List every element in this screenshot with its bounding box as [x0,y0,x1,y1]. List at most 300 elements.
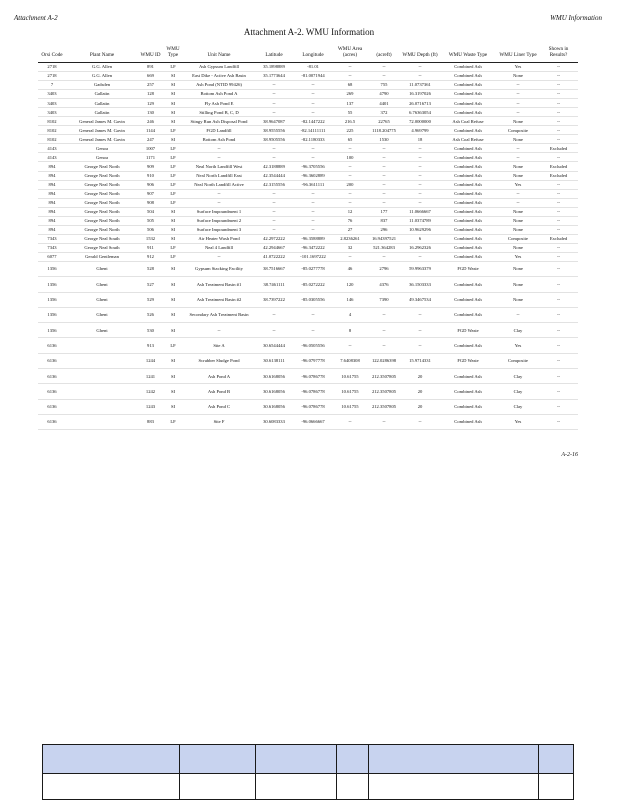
table-cell: 1530 [367,135,401,144]
table-cell: 911 [138,243,163,252]
table-cell: Site F [183,414,255,429]
table-cell: Combined Ash [439,153,497,162]
table-cell: -- [333,338,367,353]
table-cell: Yes [497,252,539,261]
table-cell: 1118.204775 [367,126,401,135]
table-cell: 129 [138,99,163,108]
table-cell: 22765 [367,117,401,126]
table-cell: -- [539,198,578,207]
attachment-header: Attachment A-2 [14,14,58,22]
table-cell: 16.3197026 [401,90,439,99]
table-cell: SI [163,135,183,144]
table-cell: 894 [38,225,66,234]
table-row [38,414,578,429]
table-cell: Ash Pond B [183,384,255,399]
table-cell: Combined Ash [439,171,497,180]
table-cell: Combined Ash [439,71,497,80]
table-cell: -- [401,414,439,429]
table-cell: 6 [401,234,439,243]
table-cell: SI [163,277,183,292]
table-cell: 130 [138,108,163,117]
table-cell: SI [163,207,183,216]
table-cell: 528 [138,261,163,276]
table-row [38,292,578,307]
table-cell: Clay [497,399,539,414]
table-cell: -- [401,71,439,80]
table-cell: Combined Ash [439,216,497,225]
table-row [38,144,578,153]
table-cell: -85.0305556 [293,292,333,307]
table-cell: 3403 [38,108,66,117]
column-header: WMU Waste Type [439,47,497,62]
table-cell: -- [293,207,333,216]
table-cell: 16.94397521 [367,234,401,243]
table-cell: None [497,261,539,276]
table-cell: FGD Landfill [183,126,255,135]
table-cell: 30.6544444 [255,338,293,353]
table-cell: -96.0797778 [293,353,333,368]
table-cell: -- [539,90,578,99]
table-cell: -- [539,323,578,338]
table-cell: 42.3544444 [255,171,293,180]
table-cell: Composite [497,126,539,135]
table-cell: 128 [138,90,163,99]
table-cell: 32 [333,243,367,252]
table-cell: 35.1773644 [255,71,293,80]
table-cell: -96.0666667 [293,414,333,429]
table-cell: -- [367,153,401,162]
column-header: Orsi Code [38,47,66,62]
table-cell: -82.14111111 [293,126,333,135]
table-cell: 11.0374789 [401,216,439,225]
table-cell: East Dike - Active Ash Basin [183,71,255,80]
table-cell: Gadsden [66,81,138,90]
table-cell: 36.1503333 [401,277,439,292]
table-cell: Combined Ash [439,189,497,198]
table-cell: 1356 [38,261,66,276]
table-cell: 35.1898889 [255,62,293,71]
table-row [38,117,578,126]
table-cell: 10.9629296 [401,225,439,234]
table-cell: LF [163,252,183,261]
table-cell: Surface Impoundment 3 [183,225,255,234]
table-cell: 20 [401,384,439,399]
table-cell: 7343 [38,243,66,252]
table-cell: -- [367,71,401,80]
table-cell: 18 [401,135,439,144]
table-cell: 10.61755 [333,399,367,414]
table-cell: George Neal North [66,162,138,171]
table-cell: George Neal North [66,171,138,180]
table-cell: 10.61755 [333,384,367,399]
table-cell: Excluded [539,171,578,180]
table-cell: Ghent [66,323,138,338]
table-cell: -- [539,62,578,71]
table-cell: 755 [367,81,401,90]
table-cell: Yes [497,414,539,429]
table-cell: -- [367,252,401,261]
table-cell: -101.1697222 [293,252,333,261]
table-cell: 38.7461111 [255,277,293,292]
table-cell: 3403 [38,90,66,99]
table-cell: Combined Ash [439,384,497,399]
table-cell: 908 [138,198,163,207]
table-cell: Ghent [66,261,138,276]
table-cell: 55 [333,108,367,117]
table-cell: LF [163,198,183,207]
table-cell: -- [333,162,367,171]
table-cell: LF [163,144,183,153]
table-row [38,99,578,108]
table-cell: -96.3588889 [293,234,333,243]
table-cell: 42.3188889 [255,162,293,171]
table-cell: -81.01 [293,62,333,71]
table-cell: Combined Ash [439,198,497,207]
table-cell: SI [163,108,183,117]
table-cell: -- [497,189,539,198]
column-header: Latitude [255,47,293,62]
table-cell: 212.3507805 [367,384,401,399]
table-row [38,71,578,80]
footer-column-divider [336,745,337,799]
table-cell: -- [539,414,578,429]
column-header: WMU Depth (ft) [401,47,439,62]
table-cell: -- [401,62,439,71]
table-cell: SI [163,261,183,276]
table-cell: -82.1180333 [293,135,333,144]
table-cell: LF [163,189,183,198]
table-row [38,90,578,99]
table-cell: 4.969799 [401,126,439,135]
table-cell: Secondary Ash Treatment Basin [183,307,255,322]
table-cell: 837 [367,216,401,225]
table-cell: -- [255,198,293,207]
table-cell: -- [539,225,578,234]
table-row [38,353,578,368]
table-cell: LF [163,414,183,429]
table-cell: 894 [38,180,66,189]
table-cell: -96.3611111 [293,180,333,189]
table-cell: George Neal North [66,180,138,189]
table-cell: -- [293,225,333,234]
table-cell: -- [333,414,367,429]
table-cell: 68 [333,81,367,90]
table-cell: -- [497,81,539,90]
table-cell: -- [539,307,578,322]
table-cell: -82.1447222 [293,117,333,126]
table-cell: -- [539,126,578,135]
table-cell [66,384,138,399]
table-cell: Neal North Landfill East [183,171,255,180]
table-cell: G.G. Allen [66,71,138,80]
table-cell: George Neal North [66,225,138,234]
table-cell: -- [255,144,293,153]
column-header: Plant Name [66,47,138,62]
table-cell: General James M. Gavin [66,126,138,135]
table-cell: Gallatin [66,99,138,108]
table-cell: Ash Pond A [183,369,255,384]
table-cell: -81.0071944 [293,71,333,80]
table-cell: 6077 [38,252,66,261]
table-cell: LF [163,338,183,353]
column-header: WMU Type [163,47,183,62]
table-cell: None [497,162,539,171]
table-cell: General James M. Gavin [66,135,138,144]
table-cell: 4376 [367,277,401,292]
table-cell: -- [401,307,439,322]
table-cell: Combined Ash [439,144,497,153]
wmu-information-table [38,47,578,430]
table-cell: George Neal South [66,243,138,252]
table-cell: 247 [138,135,163,144]
table-cell: LF [163,171,183,180]
table-cell: 76 [333,216,367,225]
table-cell: -- [333,171,367,180]
table-cell: -- [293,189,333,198]
table-cell: 6136 [38,399,66,414]
column-header: WMU Area (acres) [333,47,367,62]
table-cell: -- [401,153,439,162]
table-row [38,153,578,162]
table-row [38,252,578,261]
table-cell: 6136 [38,353,66,368]
table-cell: Neal 4 Landfill [183,243,255,252]
table-row [38,323,578,338]
table-cell: Genoa [66,144,138,153]
table-cell: -- [293,216,333,225]
table-cell: -- [255,225,293,234]
table-cell: -- [293,144,333,153]
table-cell: 913 [138,338,163,353]
table-cell: Combined Ash [439,234,497,243]
table-cell: -- [539,369,578,384]
table-cell: Ash Coal Refuse [439,117,497,126]
table-cell: Site A [183,338,255,353]
table-cell: 72.0000000 [401,117,439,126]
table-body [38,62,578,429]
table-cell: FGD Waste [439,261,497,276]
table-cell [66,369,138,384]
table-cell: -- [401,189,439,198]
table-cell: 49.3467534 [401,292,439,307]
table-cell: Yes [497,180,539,189]
table-cell: Stingy Run Ash Disposal Pond [183,117,255,126]
table-cell: Combined Ash [439,225,497,234]
table-cell: LF [163,162,183,171]
table-cell: Yes [497,62,539,71]
table-cell: 30.6168056 [255,369,293,384]
table-row [38,399,578,414]
table-cell: 38.9647087 [255,117,293,126]
table-cell: Bottom Ash Pond [183,135,255,144]
table-cell: 42.2944667 [255,243,293,252]
table-cell: Bottom Ash Pond A [183,90,255,99]
table-cell: -- [539,189,578,198]
table-cell: LF [163,243,183,252]
table-cell: -- [401,198,439,207]
table-row [38,171,578,180]
table-cell: None [497,277,539,292]
table-cell: Clay [497,323,539,338]
table-cell: -- [183,198,255,207]
table-cell: Ghent [66,292,138,307]
table-cell: 521.364283 [367,243,401,252]
table-cell: Combined Ash [439,399,497,414]
table-row [38,189,578,198]
table-cell: -- [255,216,293,225]
table-cell: -- [539,338,578,353]
table-row [38,81,578,90]
table-cell: Combined Ash [439,338,497,353]
table-row [38,126,578,135]
table-cell: -- [401,338,439,353]
table-cell: Gallatin [66,90,138,99]
table-cell: -- [539,353,578,368]
table-cell: 212.3507805 [367,399,401,414]
table-cell: Combined Ash [439,292,497,307]
table-cell: None [497,135,539,144]
table-cell: -- [367,323,401,338]
table-cell: -- [293,323,333,338]
table-cell: Ghent [66,277,138,292]
table-row [38,261,578,276]
table-cell: -- [367,198,401,207]
table-cell: -- [183,144,255,153]
table-row [38,216,578,225]
table-cell: George Neal South [66,234,138,243]
table-cell [66,353,138,368]
table-cell: -96.0786778 [293,384,333,399]
table-cell: Surface Impoundment 2 [183,216,255,225]
table-cell: -- [333,198,367,207]
table-cell: 1144 [138,126,163,135]
table-cell: -- [255,189,293,198]
table-cell: 894 [38,198,66,207]
table-cell: 8102 [38,126,66,135]
table-cell: -- [183,252,255,261]
table-cell: 7 [38,81,66,90]
table-cell: SI [163,216,183,225]
table-cell: -- [255,307,293,322]
table-cell [66,399,138,414]
table-cell: -- [293,81,333,90]
table-cell: 1243 [138,399,163,414]
table-cell: 894 [38,162,66,171]
column-header: (acreft) [367,47,401,62]
table-cell: -- [539,207,578,216]
table-cell: -96.0786778 [293,399,333,414]
table-cell: -- [293,198,333,207]
table-cell: 530 [138,323,163,338]
table-cell: Combined Ash [439,243,497,252]
table-cell: 38.7397222 [255,292,293,307]
table-cell: -- [497,99,539,108]
table-cell: 225 [333,126,367,135]
table-cell: -96.3705556 [293,162,333,171]
table-cell: -- [539,117,578,126]
table-cell: 1356 [38,323,66,338]
table-cell: -- [367,162,401,171]
table-cell: -- [497,307,539,322]
table-cell: -- [539,71,578,80]
table-cell: 883 [138,414,163,429]
table-cell: -- [539,216,578,225]
column-header: WMU Liner Type [497,47,539,62]
table-cell: Surface Impoundment 1 [183,207,255,216]
table-cell: 12 [333,207,367,216]
table-cell: 529 [138,292,163,307]
table-cell: None [497,207,539,216]
table-cell: 38.9555556 [255,126,293,135]
table-cell: -- [401,162,439,171]
footer-column-divider [179,745,180,799]
table-cell: -85.0277778 [293,261,333,276]
table-cell: George Neal North [66,207,138,216]
table-cell: -96.0505556 [293,338,333,353]
table-cell: Clay [497,369,539,384]
table-cell: None [497,171,539,180]
table-cell: -- [539,277,578,292]
table-cell: 7343 [38,234,66,243]
table-cell: 372 [367,108,401,117]
table-cell: 910 [138,171,163,180]
table-cell: Genoa [66,153,138,162]
table-cell: -- [539,180,578,189]
table-cell: Combined Ash [439,307,497,322]
table-cell: 296 [367,225,401,234]
table-cell: -- [333,189,367,198]
table-cell: -- [401,144,439,153]
table-cell: 6136 [38,369,66,384]
table-cell: 907 [138,189,163,198]
section-header: WMU Information [550,14,602,22]
table-cell: Ash Treatment Basin #1 [183,277,255,292]
column-header: WMU ID [138,47,163,62]
table-cell: -- [255,99,293,108]
table-cell: General James M. Gavin [66,117,138,126]
table-cell: 26.0716713 [401,99,439,108]
table-cell: Excluded [539,162,578,171]
table-cell: G.G. Allen [66,62,138,71]
table-cell: FGD Waste [439,353,497,368]
table-row [38,162,578,171]
table-cell: 506 [138,225,163,234]
table-cell: -- [539,384,578,399]
table-cell: 41.0722222 [255,252,293,261]
table-header-row [38,47,578,62]
table-cell: Combined Ash [439,108,497,117]
table-cell: None [497,117,539,126]
table-cell: SI [163,90,183,99]
table-cell: -- [293,99,333,108]
table-cell: 6136 [38,414,66,429]
table-cell: LF [163,62,183,71]
table-cell: Excluded [539,234,578,243]
table-cell: 246 [138,117,163,126]
table-cell: 100 [333,153,367,162]
table-cell: -- [497,198,539,207]
table-cell: 30.6168056 [255,384,293,399]
table-cell: 212.3507805 [367,369,401,384]
table-cell: -- [333,62,367,71]
table-cell: 15.9714331 [401,353,439,368]
table-cell: Composite [497,353,539,368]
table-cell: -- [539,292,578,307]
table-cell: Combined Ash [439,126,497,135]
table-cell: George Neal North [66,189,138,198]
table-cell: None [497,292,539,307]
table-cell: -- [255,207,293,216]
